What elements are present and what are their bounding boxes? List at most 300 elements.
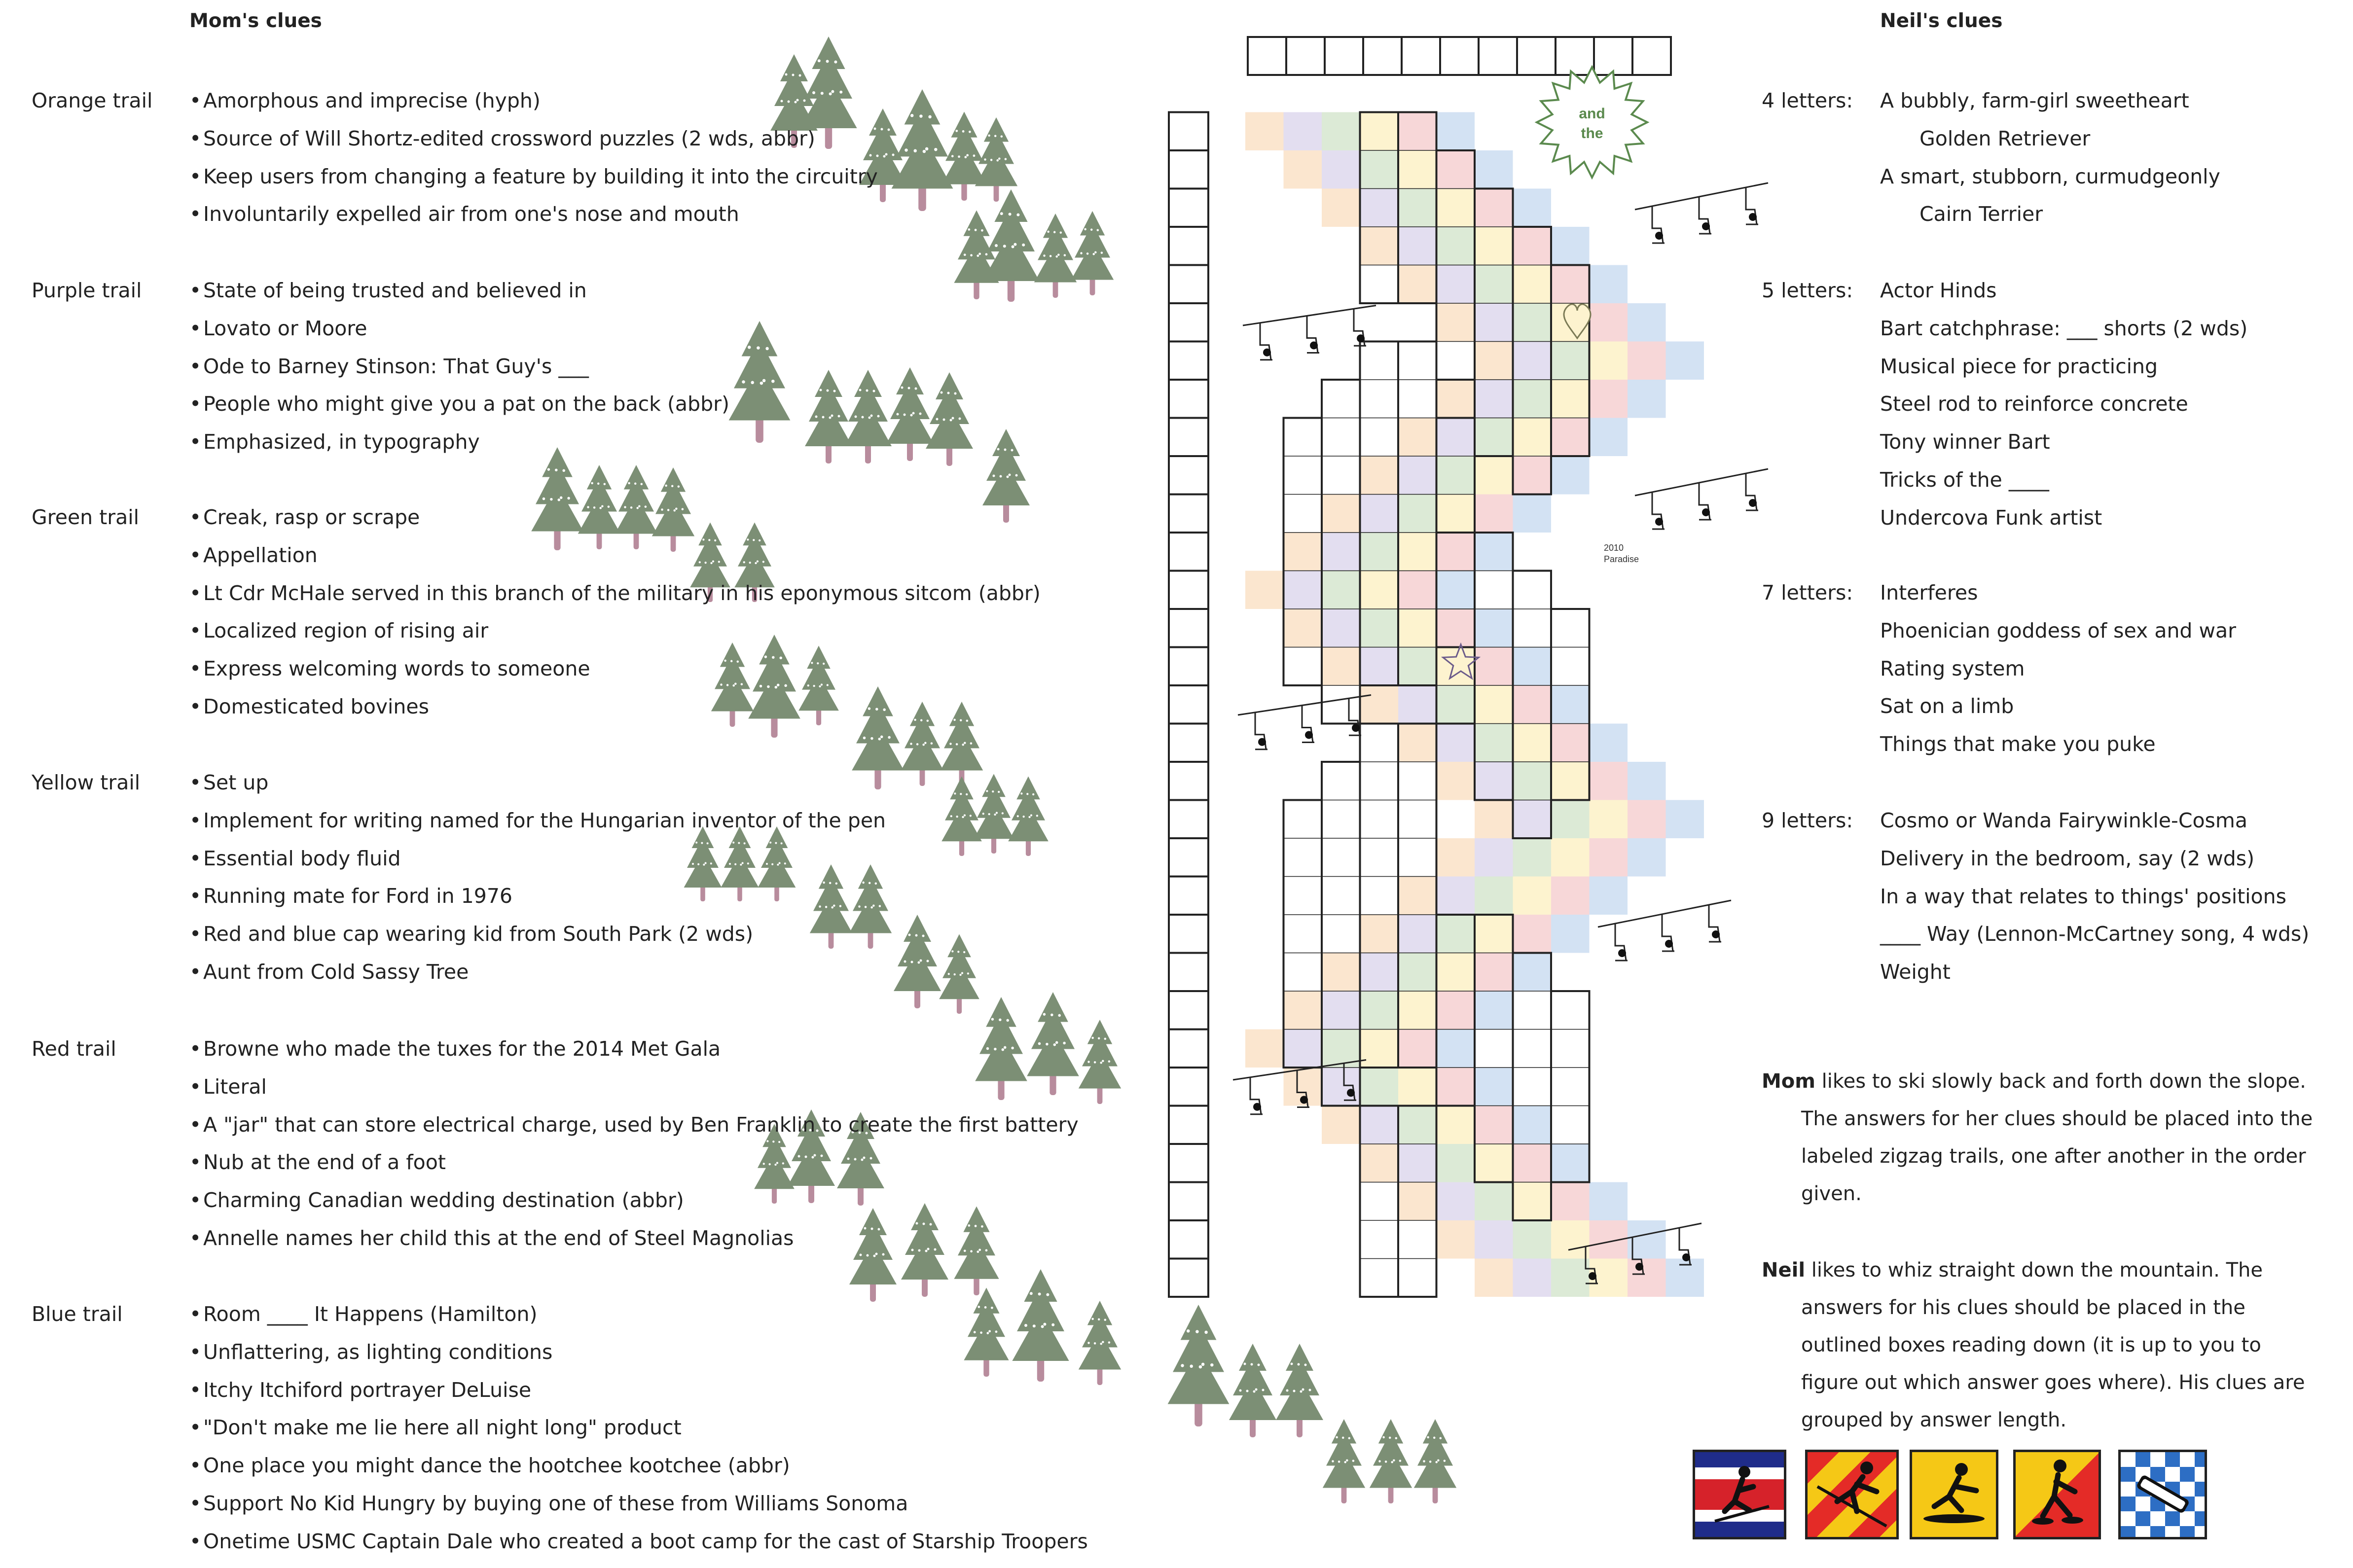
bullet-icon: • [189, 922, 202, 946]
trail-cell [1513, 762, 1552, 800]
sled-sign-icon [2118, 1450, 2207, 1539]
trail-label: Green trail [32, 505, 140, 529]
trail-cell [1437, 724, 1475, 762]
top-answer-strip [1248, 37, 1671, 75]
mom-clue-text: Lt Cdr McHale served in this branch of the military in his eponymous sitcom (abbr) [203, 581, 1041, 605]
starburst-text: the [1581, 125, 1603, 142]
strip-cell [1169, 571, 1208, 609]
strip-cell [1169, 991, 1208, 1030]
trail-cell [1475, 838, 1513, 877]
trail-cell [1475, 877, 1513, 915]
neil-instructions-text: likes to whiz straight down the mountain. The answers for his clues should be placed in the outlined boxes reading down (it is up to you to figure out which answer goes where). His clues are grouped by answer length. [1801, 1259, 2305, 1431]
strip-cell [1169, 1030, 1208, 1068]
rider-icon [1258, 738, 1266, 746]
trail-cell [1437, 456, 1475, 495]
trail-cell [1590, 380, 1628, 418]
trail-cell [1360, 609, 1399, 647]
trail-cell [1513, 647, 1552, 686]
bullet-icon: • [189, 960, 202, 984]
strip-cell [1169, 762, 1208, 800]
strip-cell [1169, 724, 1208, 762]
mom-clue-text: Implement for writing named for the Hungarian inventor of the pen [203, 808, 886, 832]
trail-cell [1360, 189, 1399, 227]
strip-cell [1286, 37, 1325, 75]
neil-clue: Tricks of the ____ [1880, 468, 2049, 492]
trail-cell [1245, 112, 1284, 151]
strip-cell [1169, 800, 1208, 839]
bullet-icon: • [189, 1416, 202, 1440]
strip-cell [1248, 37, 1286, 75]
bullet-icon: • [189, 1454, 202, 1478]
lift-cable [1238, 695, 1371, 715]
trail-cell [1475, 265, 1513, 304]
trail-cell [1551, 1144, 1590, 1182]
trail-cell [1437, 150, 1475, 189]
trail-cell [1666, 800, 1704, 839]
strip-cell [1169, 303, 1208, 342]
mom-clue-text: Annelle names her child this at the end of Steel Magnolias [203, 1226, 794, 1250]
trail-cell [1437, 609, 1475, 647]
rider-icon [1702, 222, 1710, 230]
mom-clue-text: Itchy Itchiford portrayer DeLuise [203, 1378, 532, 1402]
bullet-icon: • [189, 619, 202, 643]
trail-cell [1360, 150, 1399, 189]
strip-cell [1169, 1259, 1208, 1297]
bullet-icon: • [189, 505, 202, 529]
strip-cell [1169, 1068, 1208, 1106]
mom-clue-text: Lovato or Moore [203, 316, 367, 340]
strip-cell [1169, 1106, 1208, 1144]
trail-label: Yellow trail [32, 771, 141, 794]
trail-cell [1513, 724, 1552, 762]
trail-cell [1322, 609, 1360, 647]
trail-cell [1284, 112, 1322, 151]
bullet-icon: • [189, 1188, 202, 1212]
rider-icon [1310, 342, 1318, 350]
trail-cell [1360, 953, 1399, 992]
trail-cell [1360, 991, 1399, 1030]
strip-cell [1169, 1220, 1208, 1259]
mom-clue-text: Express welcoming words to someone [203, 657, 590, 681]
mom-instructions [1762, 1063, 2319, 1212]
neil-clue: Sat on a limb [1880, 694, 2014, 718]
trail-cell [1398, 877, 1437, 915]
mom-name: Mom [1762, 1070, 1815, 1093]
trail-cell [1360, 647, 1399, 686]
trail-cell [1475, 762, 1513, 800]
trail-cell [1551, 915, 1590, 953]
trail-cell [1513, 1106, 1552, 1144]
left-answer-strip [1169, 112, 1208, 1297]
trail-cell [1360, 227, 1399, 265]
neil-clues-heading: Neil's clues [1880, 10, 2003, 32]
neil-length-label: 4 letters: [1762, 89, 1853, 112]
neil-length-label: 9 letters: [1762, 809, 1853, 832]
trail-cell [1360, 571, 1399, 609]
trail-cell [1437, 991, 1475, 1030]
neil-clue: ____ Way (Lennon-McCartney song, 4 wds) [1880, 922, 2310, 946]
strip-cell [1169, 915, 1208, 953]
rider-icon [1702, 508, 1710, 516]
neil-clue: Phoenician goddess of sex and war [1880, 618, 2237, 642]
trail-cell [1513, 1259, 1552, 1297]
trail-cell [1475, 647, 1513, 686]
bullet-icon: • [189, 581, 202, 605]
trail-cell [1513, 685, 1552, 724]
trail-cell [1398, 1068, 1437, 1106]
trail-cell [1437, 838, 1475, 877]
snowshoer-sign-icon [2013, 1450, 2101, 1539]
bullet-icon: • [189, 126, 202, 150]
mom-clue-text: Red and blue cap wearing kid from South Park (2 wds) [203, 922, 754, 946]
bullet-icon: • [189, 771, 202, 794]
neil-clue: Things that make you puke [1880, 732, 2156, 756]
trail-cell [1322, 1106, 1360, 1144]
strip-cell [1169, 380, 1208, 418]
trail-cell [1437, 495, 1475, 533]
trail-cell [1398, 647, 1437, 686]
trail-cell [1437, 265, 1475, 304]
neil-clue: Bart catchphrase: ___ shorts (2 wds) [1880, 316, 2248, 340]
strip-cell [1363, 37, 1402, 75]
bullet-icon: • [189, 884, 202, 908]
trail-cell [1551, 1259, 1590, 1297]
neil-clue: Delivery in the bedroom, say (2 wds) [1880, 846, 2255, 870]
trail-cell [1475, 227, 1513, 265]
rider-icon [1712, 930, 1720, 938]
rider-icon [1347, 1089, 1355, 1097]
rider-icon [1635, 1263, 1643, 1271]
trail-cell [1398, 991, 1437, 1030]
trail-cell [1475, 189, 1513, 227]
trail-cell [1551, 685, 1590, 724]
trail-cell [1475, 150, 1513, 189]
trail-cell [1398, 150, 1437, 189]
mom-clue-text: One place you might dance the hootchee kootchee (abbr) [203, 1454, 790, 1478]
neil-clue: A bubbly, farm-girl sweetheart [1880, 89, 2189, 112]
trail-cell [1628, 1220, 1666, 1259]
trail-cell [1513, 877, 1552, 915]
mom-clue-text: Emphasized, in typography [203, 430, 480, 454]
rider-icon [1263, 349, 1271, 356]
neil-clue: Cosmo or Wanda Fairywinkle-Cosma [1880, 809, 2247, 832]
trail-cell [1513, 303, 1552, 342]
trail-cell [1322, 150, 1360, 189]
trail-cell [1437, 877, 1475, 915]
sign-text: Paradise [1604, 554, 1639, 564]
mom-clue-text: Aunt from Cold Sassy Tree [203, 960, 469, 984]
neil-clue: Weight [1880, 960, 1951, 984]
trail-cell [1437, 1144, 1475, 1182]
trail-cell [1551, 342, 1590, 380]
trail-cell [1398, 685, 1437, 724]
trail-cell [1322, 953, 1360, 992]
neil-clue: In a way that relates to things' positions [1880, 884, 2286, 908]
trail-cell [1590, 724, 1628, 762]
trail-cell [1360, 533, 1399, 571]
trail-cell [1551, 418, 1590, 457]
trail-cell [1590, 418, 1628, 457]
trail-cell [1475, 495, 1513, 533]
strip-cell [1169, 189, 1208, 227]
trail-cell [1322, 533, 1360, 571]
trail-cell [1475, 685, 1513, 724]
strip-cell [1169, 1182, 1208, 1221]
trail-cell [1513, 915, 1552, 953]
trail-cell [1360, 1106, 1399, 1144]
bullet-icon: • [189, 354, 202, 378]
bullet-icon: • [189, 1074, 202, 1099]
trail-cell [1475, 456, 1513, 495]
trail-cell [1284, 533, 1322, 571]
starburst-icon [1537, 67, 1647, 178]
neil-clue: Steel rod to reinforce concrete [1880, 392, 2188, 416]
trail-cell [1590, 342, 1628, 380]
trail-cell [1437, 1106, 1475, 1144]
trail-cell [1475, 380, 1513, 418]
trail-cell [1322, 991, 1360, 1030]
trail-cell [1628, 1259, 1666, 1297]
trail-cell [1360, 1030, 1399, 1068]
strip-cell [1556, 37, 1594, 75]
snowboarder-sign-icon [1910, 1450, 1998, 1539]
strip-cell [1169, 647, 1208, 686]
neil-clue: Actor Hinds [1880, 279, 1997, 302]
mom-clue-text: Creak, rasp or scrape [203, 505, 420, 529]
bullet-icon: • [189, 89, 202, 112]
trail-cell [1475, 1106, 1513, 1144]
trail-cell [1475, 1068, 1513, 1106]
neil-instructions [1762, 1251, 2319, 1439]
mom-clue-text: Involuntarily expelled air from one's nose and mouth [203, 202, 739, 226]
ski-lift-icon [1243, 306, 1376, 360]
trail-cell [1398, 571, 1437, 609]
trail-cell [1322, 495, 1360, 533]
trail-cell [1437, 227, 1475, 265]
mom-clue-text: Nub at the end of a foot [203, 1150, 446, 1175]
mom-clue-text: Support No Kid Hungry by buying one of these from Williams Sonoma [203, 1492, 908, 1515]
trail-cell [1398, 533, 1437, 571]
rider-icon [1665, 940, 1673, 948]
strip-cell [1440, 37, 1479, 75]
trail-cell [1551, 1182, 1590, 1221]
mom-clues-heading: Mom's clues [189, 10, 322, 32]
trail-cell [1437, 112, 1475, 151]
bullet-icon: • [189, 279, 202, 302]
trail-cell [1475, 1182, 1513, 1221]
trail-cell [1398, 724, 1437, 762]
strip-cell [1169, 150, 1208, 189]
mom-clue-text: People who might give you a pat on the back (abbr) [203, 392, 729, 416]
bullet-icon: • [189, 657, 202, 681]
trail-cell [1590, 877, 1628, 915]
trail-cell [1398, 915, 1437, 953]
trail-cell [1475, 1220, 1513, 1259]
trail-cell [1398, 495, 1437, 533]
strip-cell [1594, 37, 1632, 75]
trail-cell [1360, 456, 1399, 495]
mom-instructions-text: likes to ski slowly back and forth down the slope. The answers for her clues should be placed into the labeled zigzag trails, one after another in the order given. [1801, 1070, 2313, 1205]
trail-cell [1322, 189, 1360, 227]
neil-clue: Tony winner Bart [1880, 430, 2050, 454]
trail-cell [1398, 418, 1437, 457]
neil-clue: Musical piece for practicing [1880, 354, 2158, 378]
trail-cell [1398, 112, 1437, 151]
mom-clue-text: Room ____ It Happens (Hamilton) [203, 1302, 538, 1326]
rider-icon [1357, 334, 1365, 342]
lift-cable [1635, 469, 1768, 496]
trail-cell [1551, 724, 1590, 762]
trail-cell [1551, 380, 1590, 418]
rider-icon [1253, 1103, 1261, 1111]
trail-cell [1398, 1182, 1437, 1221]
trail-cell [1360, 1144, 1399, 1182]
rider-icon [1352, 724, 1360, 732]
trail-cell [1628, 342, 1666, 380]
rider-icon [1655, 518, 1663, 526]
bullet-icon: • [189, 1340, 202, 1364]
trail-cell [1513, 1220, 1552, 1259]
trail-cell [1628, 762, 1666, 800]
trail-cell [1590, 1182, 1628, 1221]
neil-name: Neil [1762, 1259, 1806, 1282]
trail-cell [1551, 838, 1590, 877]
mom-clue-text: Literal [203, 1074, 267, 1099]
trail-cell [1322, 112, 1360, 151]
trail-cell [1475, 609, 1513, 647]
trail-cell [1475, 1259, 1513, 1297]
trail-cell [1513, 838, 1552, 877]
trail-cell [1475, 342, 1513, 380]
mom-clue-text: Keep users from changing a feature by building it into the circuitry [203, 164, 878, 188]
trail-label: Blue trail [32, 1302, 123, 1326]
bullet-icon: • [189, 1492, 202, 1515]
mom-clue-text: Running mate for Ford in 1976 [203, 884, 512, 908]
mom-clue-text: Source of Will Shortz-edited crossword puzzles (2 wds, abbr) [203, 126, 815, 150]
trail-cell [1513, 189, 1552, 227]
strip-cell [1169, 418, 1208, 457]
neil-clue: Interferes [1880, 581, 1978, 605]
trail-cell [1245, 571, 1284, 609]
ski-lift-icon [1635, 183, 1768, 243]
sign-text: 2010 [1604, 543, 1624, 553]
strip-cell [1325, 37, 1363, 75]
bullet-icon: • [189, 1226, 202, 1250]
trail-cell [1475, 533, 1513, 571]
trail-cell [1513, 342, 1552, 380]
trail-cell [1437, 533, 1475, 571]
trail-cell [1513, 418, 1552, 457]
mom-clue-text: State of being trusted and believed in [203, 279, 587, 302]
trail-cell [1398, 189, 1437, 227]
mom-clue-text: Domesticated bovines [203, 695, 430, 718]
trail-cell [1513, 495, 1552, 533]
trail-cell [1513, 456, 1552, 495]
rider-icon [1749, 213, 1757, 221]
trail-cell [1284, 609, 1322, 647]
neil-length-label: 7 letters: [1762, 581, 1853, 605]
trail-cell [1360, 915, 1399, 953]
mom-clue-text: Ode to Barney Stinson: That Guy's ___ [203, 354, 589, 378]
trail-cell [1322, 571, 1360, 609]
mom-clue-text: A "jar" that can store electrical charge, used by Ben Franklin to create the first battery [203, 1112, 1079, 1137]
strip-cell [1169, 953, 1208, 992]
bullet-icon: • [189, 695, 202, 718]
rider-icon [1589, 1272, 1596, 1280]
downhill-skier-sign-icon [1805, 1450, 1899, 1539]
trail-cell [1628, 800, 1666, 839]
mom-clue-text: Charming Canadian wedding destination (abbr) [203, 1188, 684, 1212]
trail-cell [1551, 456, 1590, 495]
neil-clue: Golden Retriever [1919, 126, 2091, 150]
trail-cell [1475, 953, 1513, 992]
strip-cell [1632, 37, 1671, 75]
bullet-icon: • [189, 164, 202, 188]
trail-cell [1360, 685, 1399, 724]
trail-cell [1475, 418, 1513, 457]
bullet-icon: • [189, 1302, 202, 1326]
bullet-icon: • [189, 316, 202, 340]
trail-cell [1398, 265, 1437, 304]
trail-cell [1590, 838, 1628, 877]
bullet-icon: • [189, 1529, 202, 1553]
trail-cell [1360, 112, 1399, 151]
trail-cell [1284, 150, 1322, 189]
trail-cell [1360, 1068, 1399, 1106]
trail-cell [1475, 991, 1513, 1030]
mom-clue-text: Amorphous and imprecise (hyph) [203, 89, 541, 112]
trail-cell [1513, 1182, 1552, 1221]
trail-cell [1551, 800, 1590, 839]
trail-cell [1437, 762, 1475, 800]
neil-clue: Rating system [1880, 656, 2025, 680]
neil-clue: Undercova Funk artist [1880, 505, 2102, 530]
trail-cell [1398, 1030, 1437, 1068]
trail-cell [1437, 1030, 1475, 1068]
strip-cell [1169, 685, 1208, 724]
strip-cell [1169, 838, 1208, 877]
trail-cell [1437, 189, 1475, 227]
bullet-icon: • [189, 846, 202, 870]
rider-icon [1618, 949, 1626, 957]
trail-cell [1398, 953, 1437, 992]
trail-cell [1513, 953, 1552, 992]
strip-cell [1169, 227, 1208, 265]
rider-icon [1682, 1253, 1690, 1261]
trail-cell [1628, 838, 1666, 877]
strip-cell [1169, 456, 1208, 495]
strip-cell [1169, 265, 1208, 304]
trail-cell [1437, 380, 1475, 418]
mom-clue-text: Set up [203, 771, 269, 794]
trail-cell [1551, 265, 1590, 304]
strip-cell [1169, 342, 1208, 380]
strip-cell [1169, 1144, 1208, 1182]
trail-cell [1513, 1144, 1552, 1182]
rider-icon [1655, 232, 1663, 240]
trail-cell [1590, 303, 1628, 342]
skier-sign-icon [1693, 1450, 1786, 1539]
mom-clue-text: Unflattering, as lighting conditions [203, 1340, 553, 1364]
trail-cell [1475, 915, 1513, 953]
trail-cell [1628, 380, 1666, 418]
trail-cell [1551, 1220, 1590, 1259]
mom-clue-text: Essential body fluid [203, 846, 401, 870]
trail-cell [1284, 1030, 1322, 1068]
mom-clue-text: Onetime USMC Captain Dale who created a boot camp for the cast of Starship Troopers [203, 1529, 1088, 1553]
trail-cell [1245, 1030, 1284, 1068]
neil-length-label: 5 letters: [1762, 279, 1853, 302]
